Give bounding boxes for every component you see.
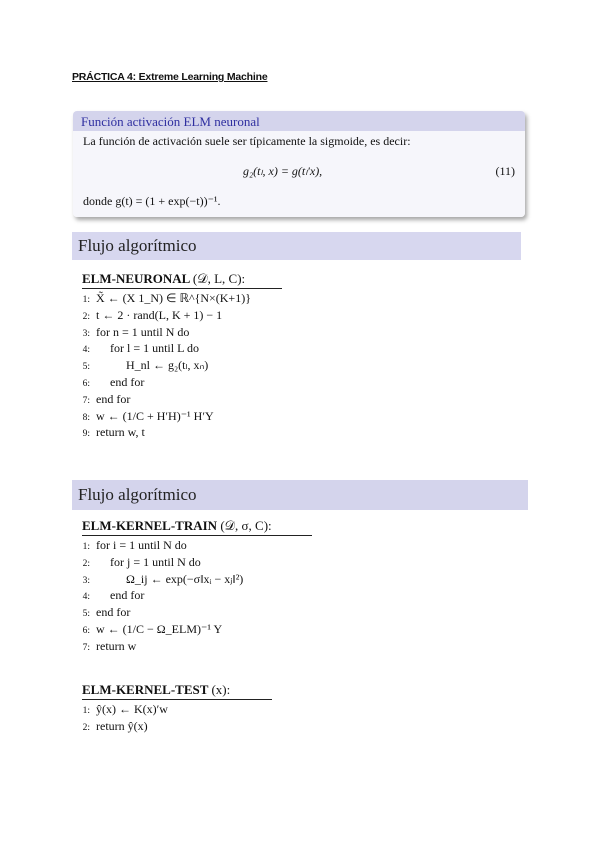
elm-kernel-test-title [82,682,230,698]
elm-kernel-train-title [82,518,272,534]
elm-neuronal-rule [82,288,282,289]
algo-line: 1: ŷ(x) ← K(x)′w [82,702,168,716]
elm-kernel-train-rule [82,535,312,536]
algo-line: 6: end for [82,374,145,389]
algo-line: 4: end for [82,588,145,603]
algo-line: 3: for n = 1 until N do [82,324,190,339]
elm-neuronal-name: ELM-NEURONAL [82,271,190,286]
algo-line: 3: Ω_ij ← exp(−σ‖xᵢ − xⱼ‖²) [82,571,244,586]
elm-kernel-test-name: ELM-KERNEL-TEST [82,682,209,697]
algo-line: 1: X̃ ← (X 1_N) ∈ ℝ^{N×(K+1)} [82,291,251,305]
elm-kernel-train-args: (𝒟, σ, C): [220,518,272,533]
algo-line: 5: end for [82,605,131,620]
algo-line: 5: H_nl ← g₂(tₗ, xₙ) [82,358,209,373]
algo-line: 7: end for [82,391,131,406]
elm-kernel-test-args: (x): [211,682,231,697]
activation-block-title: Función activación ELM neuronal [73,111,525,131]
document-title: PRÁCTICA 4: Extreme Learning Machine [72,71,268,83]
algo-line: 1: for i = 1 until N do [82,538,187,552]
activation-block [73,111,525,217]
algo-line: 2: t ← 2 · rand(L, K + 1) − 1 [82,307,223,322]
activation-block-body [73,131,525,217]
activation-equation: g₂(tₗ, x) = g(tₗ′x), [243,164,323,178]
algo-line: 6: w ← (1/C − Ω_ELM)⁻¹ Y [82,621,223,636]
algo-line: 2: for j = 1 until N do [82,554,201,569]
frame2-header: Flujo algorítmico [72,480,528,510]
elm-neuronal-title [82,271,245,287]
elm-kernel-test-lines [76,701,168,735]
elm-neuronal-lines [76,290,251,441]
algo-line: 7: return w [82,638,137,653]
sigmoid-definition: donde g(t) = (1 + exp(−t))⁻¹. [83,194,221,208]
elm-kernel-train-name: ELM-KERNEL-TRAIN [82,518,218,533]
algo-line: 2: return ŷ(x) [82,718,148,733]
activation-description: La función de activación suele ser típicamente la sigmoide, es decir: [83,134,411,148]
elm-kernel-train-lines [76,537,243,655]
frame1-header: Flujo algorítmico [72,232,521,260]
algo-line: 8: w ← (1/C + H′H)⁻¹ H′Y [82,408,214,423]
algo-line: 9: return w, t [82,425,145,440]
elm-kernel-test-rule [82,699,272,700]
elm-neuronal-args: (𝒟, L, C): [192,271,246,286]
algo-line: 4: for l = 1 until L do [82,341,199,356]
equation-number: (11) [495,164,515,178]
